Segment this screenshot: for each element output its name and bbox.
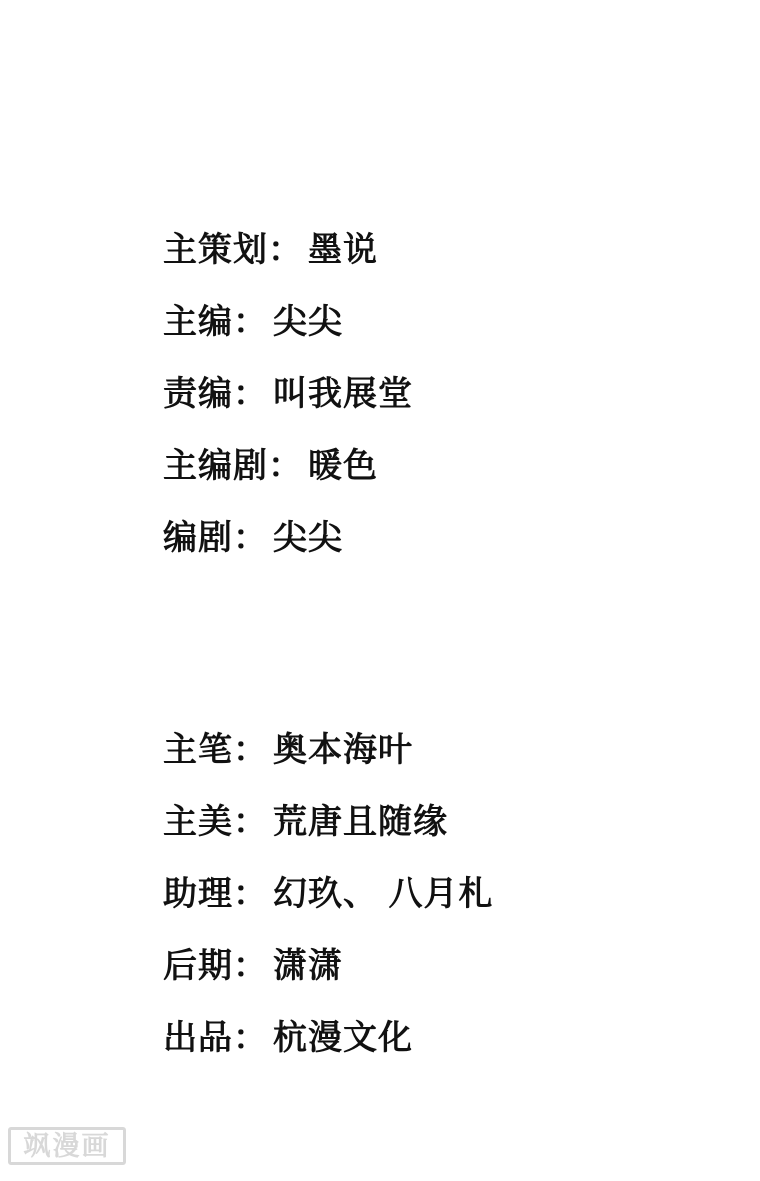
credit-separator: ： [233, 375, 267, 413]
credit-line [163, 938, 493, 1010]
credit-line [163, 510, 413, 582]
credit-separator: ： [233, 519, 267, 557]
credits-staff-block [163, 222, 413, 582]
credit-role: 助理 [163, 875, 233, 913]
credit-separator: ： [268, 231, 302, 269]
credit-name: 叫我展堂 [273, 375, 413, 413]
credit-separator: ： [268, 447, 302, 485]
credit-name: 暖色 [308, 447, 378, 485]
credit-line [163, 722, 493, 794]
credit-separator: ： [233, 947, 267, 985]
credit-line [163, 438, 413, 510]
credit-name: 潇潇 [273, 947, 343, 985]
credit-name: 奥本海叶 [273, 731, 413, 769]
credit-separator: ： [233, 303, 267, 341]
credit-role: 编剧 [163, 519, 233, 557]
credit-role: 主美 [163, 803, 233, 841]
credit-role: 主策划 [163, 231, 268, 269]
credit-role: 责编 [163, 375, 233, 413]
credit-line [163, 866, 493, 938]
credit-separator: ： [233, 875, 267, 913]
credit-role: 主笔 [163, 731, 233, 769]
credit-line [163, 794, 493, 866]
credit-separator: ： [233, 1019, 267, 1057]
watermark-label: 飒漫画 [23, 1130, 111, 1161]
credit-name: 杭漫文化 [273, 1019, 413, 1057]
credit-role: 主编 [163, 303, 233, 341]
credit-name: 荒唐且随缘 [273, 803, 448, 841]
credit-separator: ： [233, 731, 267, 769]
credit-separator: ： [233, 803, 267, 841]
credit-line [163, 1010, 493, 1082]
credit-name: 幻玖、 八月札 [273, 875, 494, 913]
credit-name: 墨说 [308, 231, 378, 269]
credits-art-block [163, 722, 493, 1082]
credit-role: 后期 [163, 947, 233, 985]
credit-role: 主编剧 [163, 447, 268, 485]
credit-name: 尖尖 [273, 519, 343, 557]
credit-line [163, 294, 413, 366]
credit-line [163, 222, 413, 294]
credit-role: 出品 [163, 1019, 233, 1057]
watermark-logo [8, 1127, 126, 1165]
credit-name: 尖尖 [273, 303, 343, 341]
credit-line [163, 366, 413, 438]
